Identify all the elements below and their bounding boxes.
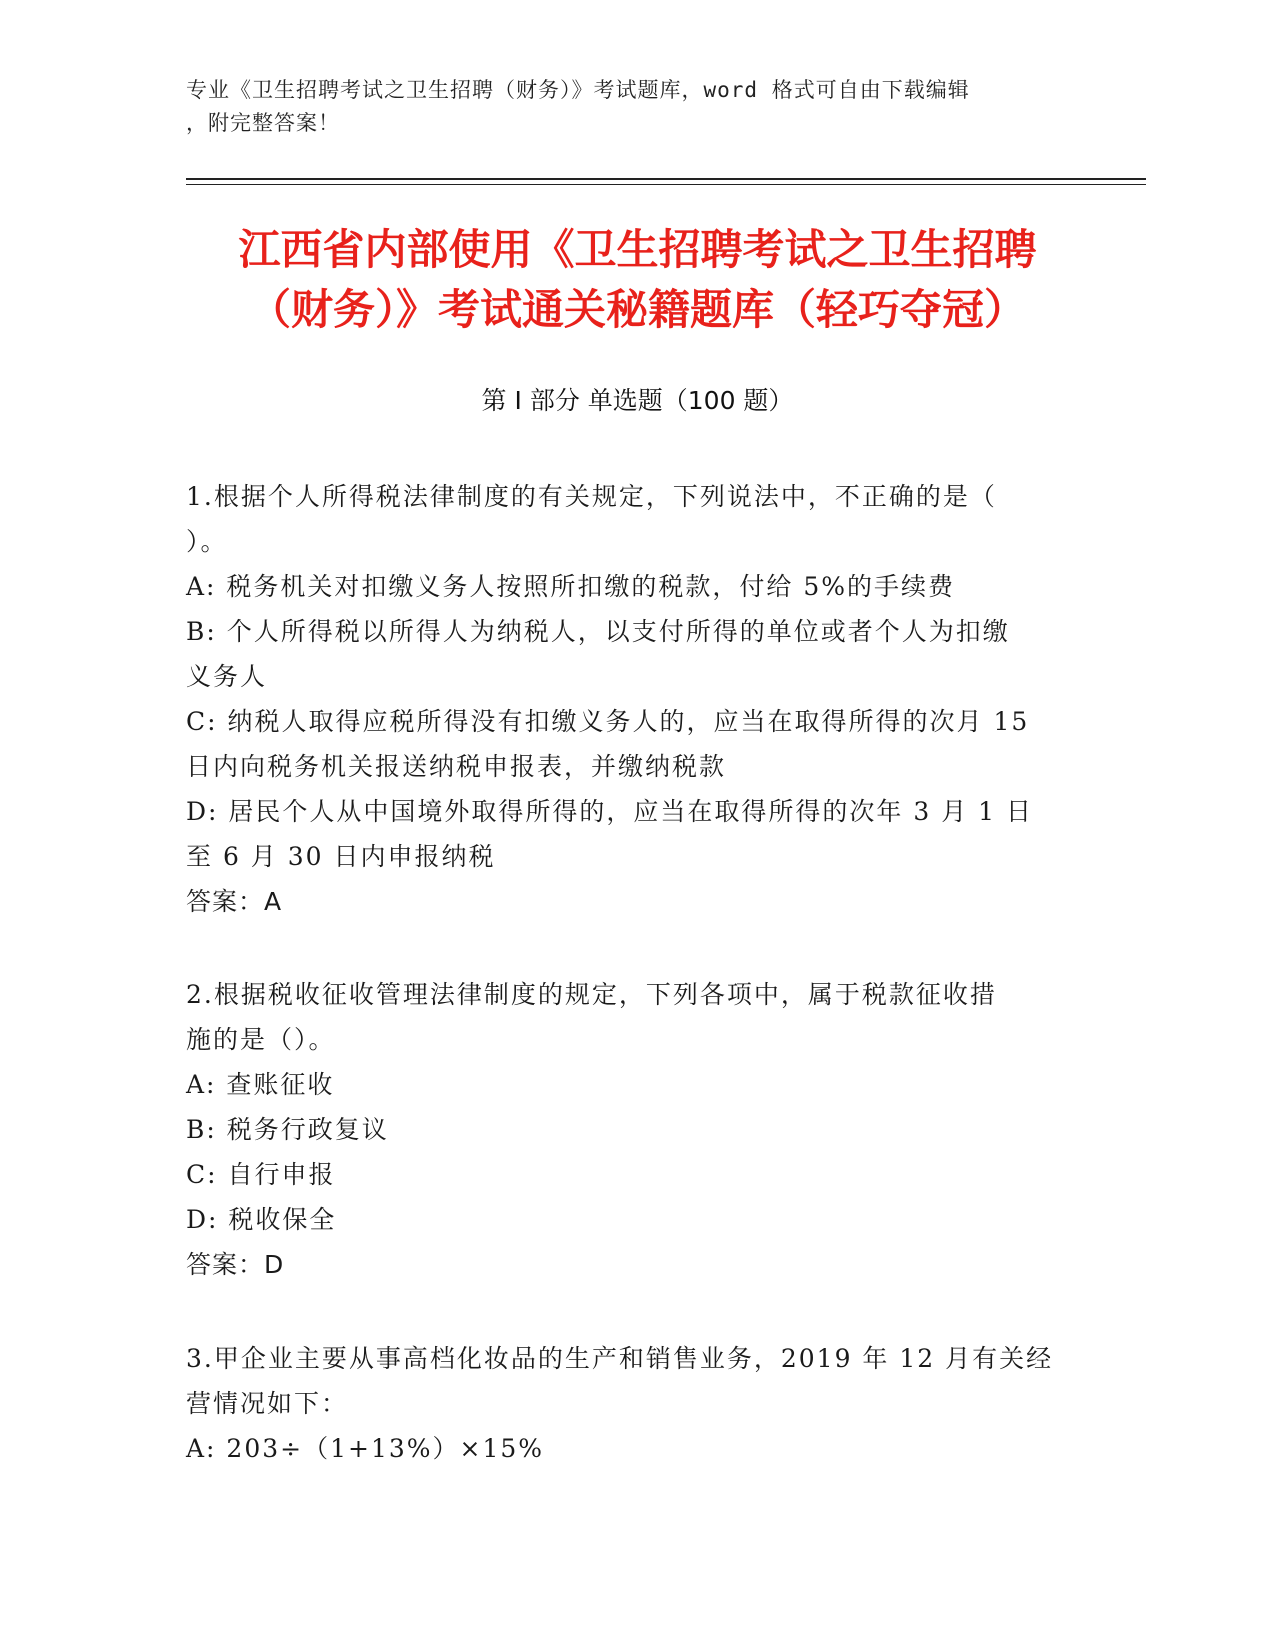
question-block — [186, 1336, 1086, 1471]
answer-text: 答案：A — [186, 887, 283, 916]
option-c: C: 自行申报 — [186, 1160, 336, 1189]
question-stem: 3.甲企业主要从事高档化妆品的生产和销售业务，2019 年 12 月有关经 — [186, 1344, 1054, 1373]
option-c: C: 纳税人取得应税所得没有扣缴义务人的，应当在取得所得的次月 15 — [186, 707, 1030, 736]
question-stem: 营情况如下： — [186, 1389, 349, 1418]
question-stem: 1.根据个人所得税法律制度的有关规定，下列说法中，不正确的是（ — [186, 482, 997, 511]
section-title: 第 I 部分 单选题（100 题） — [481, 386, 794, 415]
option-d: 至 6 月 30 日内申报纳税 — [186, 842, 496, 871]
question-block — [186, 972, 1086, 1287]
document-title-line: 江西省内部使用《卫生招聘考试之卫生招聘 — [238, 225, 1037, 274]
document-title-line: （财务）》考试通关秘籍题库（轻巧夺冠） — [248, 285, 1026, 334]
question-block — [186, 474, 1086, 924]
question-stem: ）。 — [186, 527, 228, 556]
option-d: D: 税收保全 — [186, 1205, 337, 1234]
option-b: 义务人 — [186, 662, 268, 691]
option-d: D: 居民个人从中国境外取得所得的，应当在取得所得的次年 3 月 1 日 — [186, 797, 1034, 826]
option-a: A: 税务机关对扣缴义务人按照所扣缴的税款，付给 5%的手续费 — [186, 572, 956, 601]
answer-text: 答案：D — [186, 1250, 285, 1279]
header-divider — [186, 178, 1146, 180]
header-divider — [186, 184, 1146, 185]
option-a: A: 203÷（1+13%）×15% — [186, 1434, 545, 1463]
option-a: A: 查账征收 — [186, 1070, 335, 1099]
header-note-line: ，附完整答案！ — [186, 111, 340, 135]
header-note-line: 专业《卫生招聘考试之卫生招聘（财务）》考试题库，word 格式可自由下载编辑 — [186, 78, 970, 102]
document-title — [160, 220, 1115, 340]
question-stem: 施的是（）。 — [186, 1025, 336, 1054]
option-b: B: 个人所得税以所得人为纳税人，以支付所得的单位或者个人为扣缴 — [186, 617, 1010, 646]
option-c: 日内向税务机关报送纳税申报表，并缴纳税款 — [186, 752, 727, 781]
header-note — [186, 74, 1086, 140]
question-stem: 2.根据税收征收管理法律制度的规定，下列各项中，属于税款征收措 — [186, 980, 997, 1009]
option-b: B: 税务行政复议 — [186, 1115, 389, 1144]
